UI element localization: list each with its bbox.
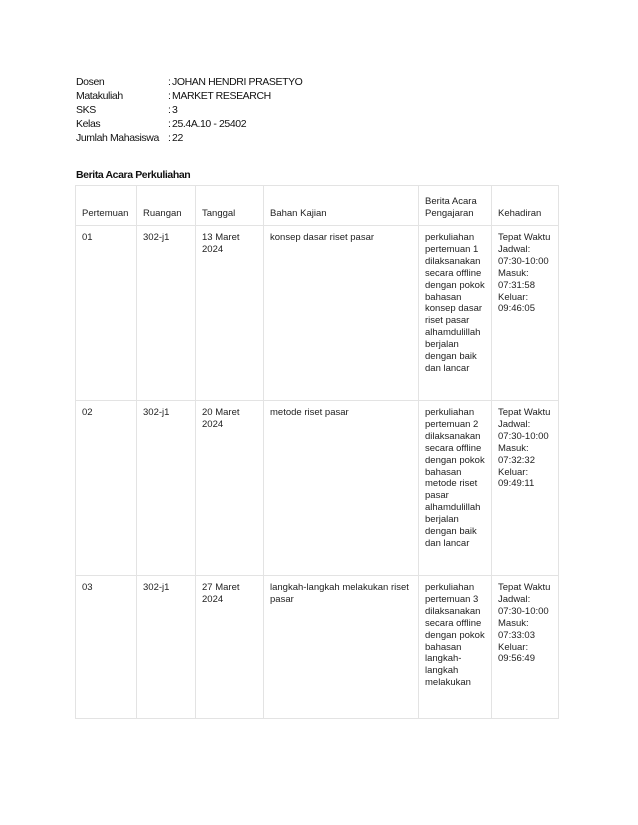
- cell-bahan: langkah-langkah melakukan riset pasar: [264, 576, 419, 719]
- info-value-matakuliah: MARKET RESEARCH: [172, 90, 271, 102]
- cell-ruangan: 302-j1: [137, 401, 196, 576]
- header-pertemuan: Pertemuan: [76, 186, 137, 226]
- berita-acara-table: [75, 185, 559, 719]
- info-label: Jumlah Mahasiswa: [76, 132, 159, 144]
- info-label: SKS: [76, 104, 96, 116]
- info-row-sks: [76, 103, 302, 117]
- cell-tanggal: 13 Maret 2024: [196, 226, 264, 401]
- table-row: [76, 401, 559, 576]
- info-separator: :: [168, 76, 171, 88]
- cell-berita: perkuliahan pertemuan 1 dilaksanakan secara offline dengan pokok bahasan konsep dasar riset pasar alhamdulillah berjalan dengan baik dan lancar: [419, 226, 492, 401]
- info-separator: :: [168, 118, 171, 130]
- info-row-jumlah: [76, 131, 302, 145]
- cell-tanggal: 20 Maret 2024: [196, 401, 264, 576]
- cell-kehadiran: Tepat Waktu Jadwal: 07:30-10:00 Masuk: 07:32:32 Keluar: 09:49:11: [492, 401, 559, 576]
- header-ruangan: Ruangan: [137, 186, 196, 226]
- info-separator: :: [168, 90, 171, 102]
- table-row: [76, 576, 559, 719]
- course-info: [76, 75, 302, 145]
- header-berita-acara: Berita Acara Pengajaran: [419, 186, 492, 226]
- header-tanggal: Tanggal: [196, 186, 264, 226]
- cell-pertemuan: 01: [76, 226, 137, 401]
- info-label: Kelas: [76, 118, 101, 130]
- info-value-jumlah: 22: [172, 132, 183, 144]
- info-row-matakuliah: [76, 89, 302, 103]
- info-value-sks: 3: [172, 104, 178, 116]
- info-row-dosen: [76, 75, 302, 89]
- cell-berita: perkuliahan pertemuan 2 dilaksanakan secara offline dengan pokok bahasan metode riset pasar alhamdulillah berjalan dengan baik dan lancar: [419, 401, 492, 576]
- info-label: Matakuliah: [76, 90, 123, 102]
- cell-kehadiran: Tepat Waktu Jadwal: 07:30-10:00 Masuk: 07:31:58 Keluar: 09:46:05: [492, 226, 559, 401]
- cell-berita: perkuliahan pertemuan 3 dilaksanakan secara offline dengan pokok bahasan langkah-langkah melakukan: [419, 576, 492, 719]
- cell-pertemuan: 03: [76, 576, 137, 719]
- cell-ruangan: 302-j1: [137, 226, 196, 401]
- cell-tanggal: 27 Maret 2024: [196, 576, 264, 719]
- info-row-kelas: [76, 117, 302, 131]
- info-separator: :: [168, 104, 171, 116]
- info-label: Dosen: [76, 76, 105, 88]
- cell-bahan: konsep dasar riset pasar: [264, 226, 419, 401]
- header-bahan-kajian: Bahan Kajian: [264, 186, 419, 226]
- info-value-kelas: 25.4A.10 - 25402: [172, 118, 247, 130]
- table-header-row: [76, 186, 559, 226]
- info-value-dosen: JOHAN HENDRI PRASETYO: [172, 76, 303, 88]
- cell-kehadiran: Tepat Waktu Jadwal: 07:30-10:00 Masuk: 07:33:03 Keluar: 09:56:49: [492, 576, 559, 719]
- section-title: Berita Acara Perkuliahan: [76, 169, 191, 181]
- info-separator: :: [168, 132, 171, 144]
- table-row: [76, 226, 559, 401]
- cell-pertemuan: 02: [76, 401, 137, 576]
- cell-bahan: metode riset pasar: [264, 401, 419, 576]
- header-kehadiran: Kehadiran: [492, 186, 559, 226]
- cell-ruangan: 302-j1: [137, 576, 196, 719]
